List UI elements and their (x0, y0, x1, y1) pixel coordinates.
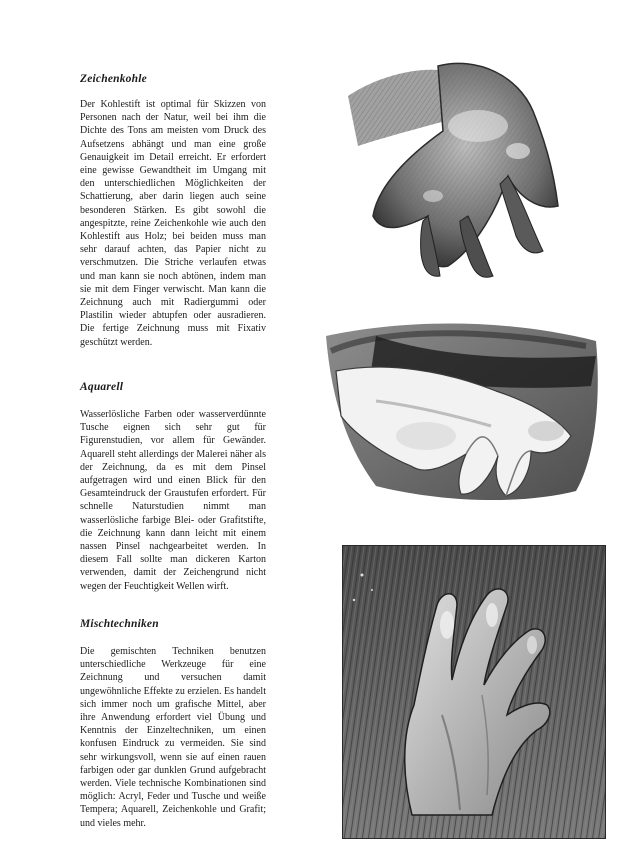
mixed-media-hand-drawing-icon (342, 545, 606, 839)
section-paragraph: Wasserlösliche Farben oder wasserverdünnte Tusche eignen sich sehr gut für Figurenstudien, vor allem für Gewänder. Aquarell steht allerdings der Malerei näher als der Zeichnung, da es mit dem Pinsel aufgetragen wird und einen Blick für den Gesamteindruck der Graustufen erfordert. Für schnelle Naturstudien nimmt man wasserlösliche farbige Blei- oder Grafitstifte, die Zeichnung kann dann leicht mit einem nassen Pinsel nachgearbeitet werden. In diesem Fall sollte man dickeren Karton verwenden, damit der Zeichengrund nicht wegen der Feuchtigkeit Wellen wirft. (80, 409, 266, 592)
section-charcoal (80, 72, 266, 349)
section-watercolor (80, 380, 266, 593)
section-heading: Zeichenkohle (80, 73, 147, 85)
section-paragraph: Die gemischten Techniken benutzen unterschiedliche Werkzeuge für eine Zeichnung und versuchen damit ungewöhnliche Effekte zu erzielen. Es handelt sich immer noch um grafische Mittel, aber ihre Anwendung erfordert viel Übung und Kenntnis der Einzeltechniken, um einen konfusen Eindruck zu vermeiden. Sie sind sehr wirkungsvoll, wenn sie auf einen rauen farbigen oder gar dunklen Grund aufgebracht werden. Viele technische Kombinationen sind möglich: Acryl, Feder und Tusche und weiße Tempera; Aquarell, Zeichenkohle und Grafit; und vieles mehr. (80, 646, 266, 829)
watercolor-hand-drawing-icon (316, 316, 606, 511)
section-heading: Mischtechniken (80, 618, 159, 630)
section-mixed-media (80, 617, 266, 830)
charcoal-hand-drawing-icon (328, 36, 574, 286)
section-heading: Aquarell (80, 381, 124, 393)
section-paragraph: Der Kohlestift ist optimal für Skizzen von Personen nach der Natur, weil bei ihm die Dichte des Tons am meisten vom Druck des Aufsetzens abhängt und man eine große Genauigkeit im Detail erreicht. Er erfordert eine gewisse Gewandtheit im Umgang mit den unterschiedlichen Möglichkeiten der Schattierung, aber darin liegen auch seine besonderen Stärken. Es gibt sowohl die angespitzte, reine Zeichenkohle wie auch den Kohlestift aus Holz; bei beiden muss man sehr darauf achten, das Papier nicht zu verschmutzen. Die Striche verlaufen etwas und man kann sie noch abtönen, indem man sie mit dem Finger verwischt. Man kann die Zeichnung auch mit Radiergummi oder Plastilin wieder abtupfen oder ausradieren. Die fertige Zeichnung muss mit Fixativ geschützt werden. (80, 99, 266, 348)
